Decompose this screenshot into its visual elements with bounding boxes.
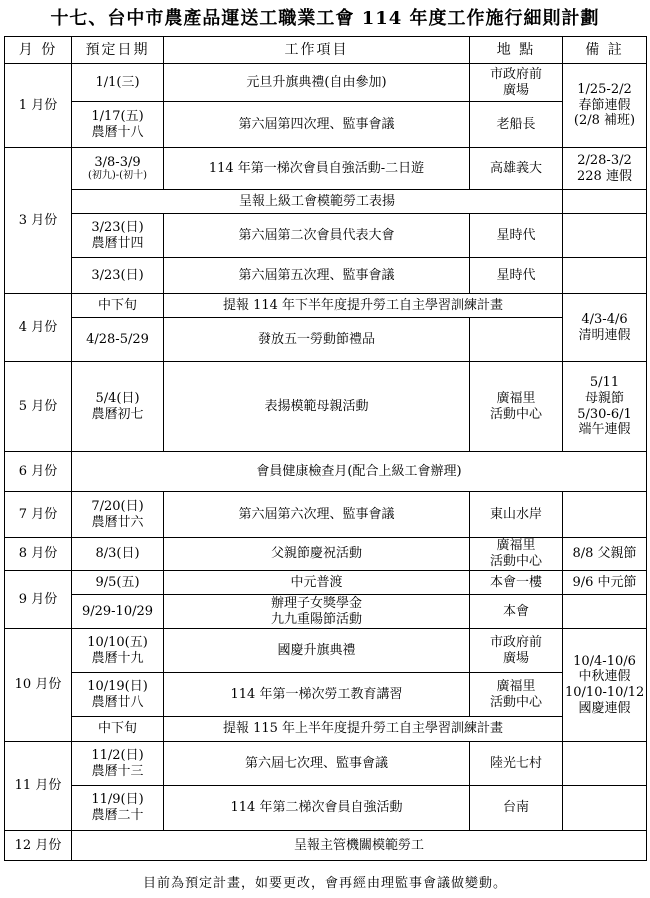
date-cell: 3/23(日) 農曆廿四 [72,214,164,258]
month-cell: 7 月份 [5,492,72,538]
note-cell: 4/3-4/6 清明連假 [563,294,647,362]
place-cell: 廣福里 活動中心 [470,362,563,452]
date-cell: 11/2(日) 農曆十三 [72,742,164,786]
work-cell: 呈報主管機關模範勞工 [72,831,647,861]
place-cell: 星時代 [470,258,563,294]
place-cell: 星時代 [470,214,563,258]
month-cell: 12 月份 [5,831,72,861]
table-row [5,717,647,742]
work-plan-table [4,36,647,861]
table-row [5,571,647,595]
date-cell: 8/3(日) [72,538,164,571]
table-row [5,102,647,148]
work-cell: 元旦升旗典禮(自由參加) [164,64,470,102]
note-cell: 5/11 母親節 5/30-6/1 端午連假 [563,362,647,452]
work-cell: 第六屆第四次理、監事會議 [164,102,470,148]
month-cell: 4 月份 [5,294,72,362]
work-cell: 辦理子女獎學金 九九重陽節活動 [164,595,470,629]
place-cell: 市政府前 廣場 [470,64,563,102]
note-cell [563,595,647,629]
place-cell: 廣福里 活動中心 [470,538,563,571]
table-row [5,148,647,190]
work-cell: 表揚模範母親活動 [164,362,470,452]
table-row [5,294,647,318]
work-cell: 會員健康檢查月(配合上級工會辦理) [72,452,647,492]
header-row [5,37,647,64]
table-row [5,492,647,538]
table-row [5,629,647,673]
place-cell: 市政府前 廣場 [470,629,563,673]
date-cell: 5/4(日) 農曆初七 [72,362,164,452]
date-cell: 3/8-3/9 (初九)-(初十) [72,148,164,190]
table-row [5,258,647,294]
date-cell: 7/20(日) 農曆廿六 [72,492,164,538]
note-cell [563,742,647,786]
date-cell: 9/29-10/29 [72,595,164,629]
table-row [5,742,647,786]
place-cell: 台南 [470,786,563,831]
date-cell: 1/1(三) [72,64,164,102]
date-cell: 10/19(日) 農曆廿八 [72,673,164,717]
month-cell: 3 月份 [5,148,72,294]
work-cell: 國慶升旗典禮 [164,629,470,673]
work-cell: 父親節慶祝活動 [164,538,470,571]
work-cell: 第六屆第六次理、監事會議 [164,492,470,538]
place-cell: 廣福里 活動中心 [470,673,563,717]
month-cell: 5 月份 [5,362,72,452]
work-cell: 提報 114 年下半年度提升勞工自主學習訓練計畫 [164,294,563,318]
header-date: 預定日期 [72,37,164,64]
header-place: 地 點 [470,37,563,64]
table-row [5,673,647,717]
note-cell [563,190,647,214]
date-cell: 11/9(日) 農曆二十 [72,786,164,831]
work-cell: 發放五一勞動節禮品 [164,318,470,362]
note-cell [563,258,647,294]
month-cell: 1 月份 [5,64,72,148]
note-cell [563,492,647,538]
table-row [5,538,647,571]
place-cell: 老船長 [470,102,563,148]
table-row [5,64,647,102]
month-cell: 8 月份 [5,538,72,571]
work-cell: 114 年第一梯次勞工教育講習 [164,673,470,717]
work-cell: 第六屆第二次會員代表大會 [164,214,470,258]
note-cell [563,214,647,258]
place-cell: 高雄義大 [470,148,563,190]
work-cell: 第六屆七次理、監事會議 [164,742,470,786]
date-cell: 中下旬 [72,294,164,318]
note-cell: 8/8 父親節 [563,538,647,571]
place-cell: 東山水岸 [470,492,563,538]
work-cell: 114 年第一梯次會員自強活動-二日遊 [164,148,470,190]
note-cell [563,786,647,831]
header-work: 工作項目 [164,37,470,64]
table-row [5,318,647,362]
note-cell: 9/6 中元節 [563,571,647,595]
table-row [5,831,647,861]
document-title: 十七、台中市農產品運送工職業工會 114 年度工作施行細則計劃 [50,8,600,29]
date-cell: 3/23(日) [72,258,164,294]
note-cell: 10/4-10/6 中秋連假 10/10-10/12 國慶連假 [563,629,647,742]
table-row [5,214,647,258]
date-cell: 4/28-5/29 [72,318,164,362]
month-cell: 11 月份 [5,742,72,831]
header-note: 備 註 [563,37,647,64]
place-cell: 陸光七村 [470,742,563,786]
table-row [5,452,647,492]
date-cell: 1/17(五) 農曆十八 [72,102,164,148]
place-cell: 本會 [470,595,563,629]
work-cell: 提報 115 年上半年度提升勞工自主學習訓練計畫 [164,717,563,742]
header-month: 月 份 [5,37,72,64]
date-cell: 10/10(五) 農曆十九 [72,629,164,673]
place-cell [470,318,563,362]
place-cell: 本會一樓 [470,571,563,595]
work-cell: 114 年第二梯次會員自強活動 [164,786,470,831]
month-cell: 10 月份 [5,629,72,742]
note-cell: 1/25-2/2 春節連假 (2/8 補班) [563,64,647,148]
month-cell: 9 月份 [5,571,72,629]
table-row [5,786,647,831]
footer-note: 目前為預定計畫，如要更改，會再經由理監事會議做變動。 [142,876,507,891]
table-row [5,362,647,452]
work-cell: 中元普渡 [164,571,470,595]
month-cell: 6 月份 [5,452,72,492]
date-cell: 中下旬 [72,717,164,742]
table-row [5,595,647,629]
work-cell: 呈報上級工會模範勞工表揚 [72,190,563,214]
note-cell: 2/28-3/2 228 連假 [563,148,647,190]
work-cell: 第六屆第五次理、監事會議 [164,258,470,294]
table-row [5,190,647,214]
date-cell: 9/5(五) [72,571,164,595]
